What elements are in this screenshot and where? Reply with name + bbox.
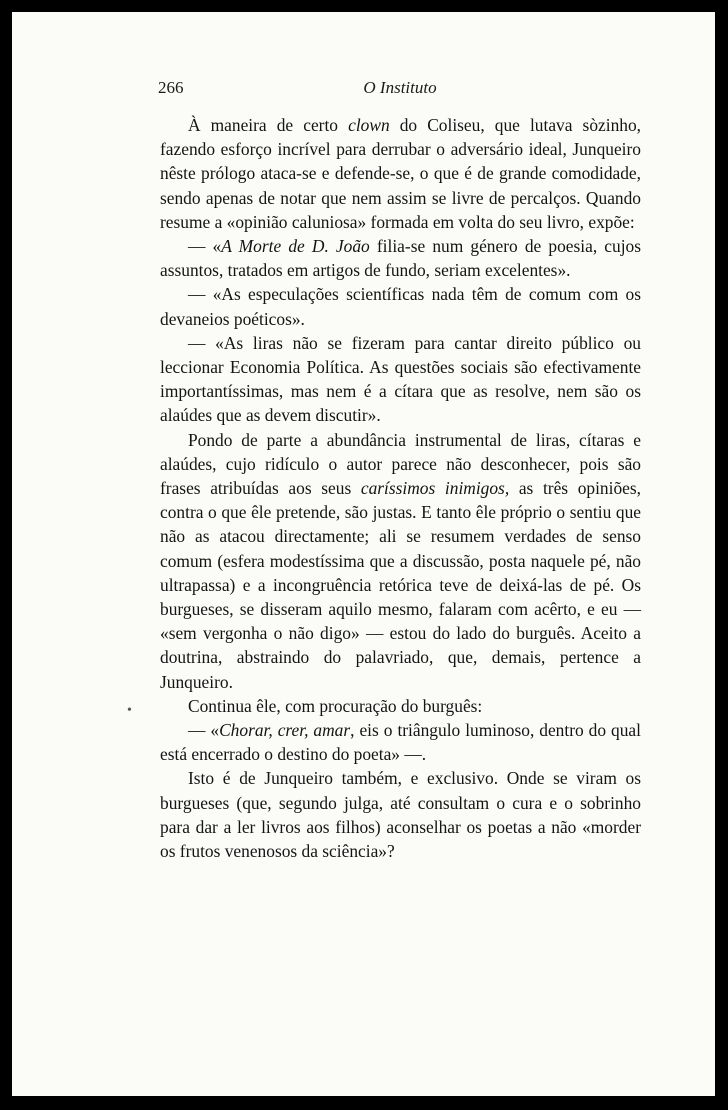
text-run: — «As liras não se fizeram para cantar direito público ou leccionar Economia Política. As questões sociais são efectivamente importantíssimas, mas nem é a cítara que as resolve, nem são os alaúdes que as devem discutir». bbox=[160, 332, 641, 426]
paragraph bbox=[160, 694, 641, 718]
book-page bbox=[12, 12, 715, 1096]
italic-text: clown bbox=[348, 115, 390, 135]
running-title: O Instituto bbox=[363, 78, 437, 97]
body-text bbox=[160, 113, 641, 863]
paragraph bbox=[160, 113, 641, 234]
margin-mark: • bbox=[127, 703, 132, 718]
italic-text: caríssimos inimigos, bbox=[360, 478, 510, 499]
paragraph bbox=[160, 331, 641, 428]
text-run: as três opiniões, contra o que êle pretende, são justas. E tanto êle próprio o sentiu que não as atacou directamente; ali se resumem verdades de senso comum (esfera modestíssima que a discussão, posta naquele pé, não ultrapassa) e a incongruência retórica teve de deixá-las de pé. Os burgueses, se disseram aquilo mesmo, falaram com acêrto, e eu — «sem vergonha o não digo» — estou do lado do burguês. Aceito a doutrina, abstraindo do palavriado, que, demais, pertence a Junqueiro. bbox=[160, 478, 641, 692]
text-run: — « bbox=[188, 236, 222, 257]
paragraph bbox=[160, 428, 641, 694]
text-run: — «As especulações scientíficas nada têm de comum com os devaneios poéticos». bbox=[160, 284, 641, 329]
paragraph bbox=[160, 766, 641, 863]
page-header bbox=[158, 78, 642, 104]
page-number: 266 bbox=[158, 78, 184, 97]
text-run: do Coliseu, que lutava sòzinho, fazendo esforço incrível para derrubar o adversário ideal, Junqueiro nêste prólogo ataca-se e defende-se, o que é de grande comodidade, sendo apenas de notar que nem assim se livre de percalços. Quando resume a «opinião caluniosa» formada em volta do seu livro, expõe: bbox=[160, 115, 642, 232]
italic-text: Chorar, crer, amar bbox=[219, 720, 351, 741]
italic-text: A Morte de D. João bbox=[221, 236, 370, 257]
text-run: Isto é de Junqueiro também, e exclusivo. Onde se viram os burgueses (que, segundo julga, até consultam o cura e o sobrinho para dar a ler livros aos filhos) aconselhar os poetas a não «morder os frutos venenosos da sciência»? bbox=[160, 768, 641, 862]
paragraph bbox=[160, 718, 641, 766]
text-run: Pondo de parte a abundância instrumental de liras, cítaras e alaúdes, cujo ridículo o autor parece não desconhecer, pois são frases atribuídas aos seus bbox=[160, 429, 641, 499]
text-run: Continua êle, com procuração do burguês: bbox=[188, 695, 483, 716]
text-run: — « bbox=[188, 720, 220, 741]
paragraph bbox=[160, 234, 641, 282]
paragraph bbox=[160, 282, 641, 330]
text-run: À maneira de certo bbox=[188, 115, 349, 135]
text-run: , eis o triângulo luminoso, dentro do qual está encerrado o destino do poeta» —. bbox=[160, 720, 641, 765]
text-run: filia-se num género de poesia, cujos assuntos, tratados em artigos de fundo, seriam excelentes». bbox=[160, 236, 642, 281]
